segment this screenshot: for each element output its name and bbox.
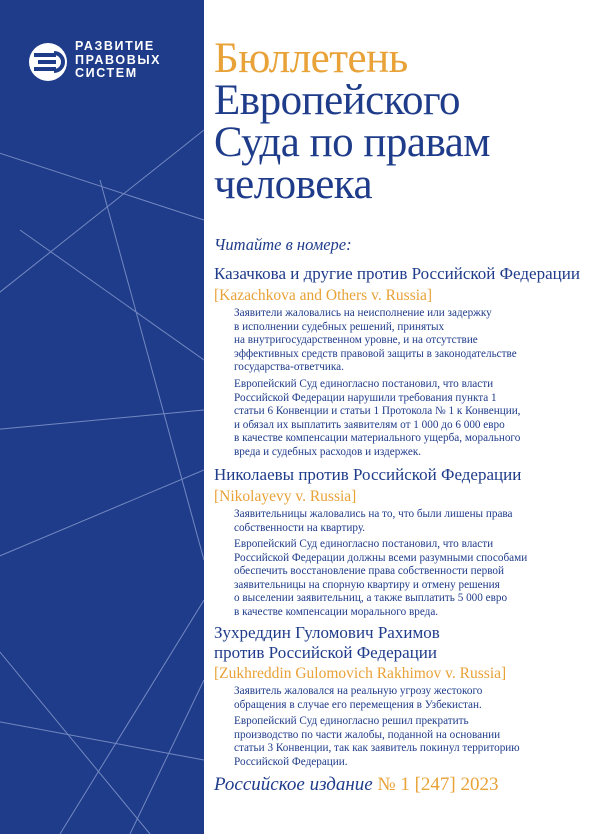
text-line: обеспечить восстановление права собственности первой xyxy=(234,565,504,578)
title-line-1: Бюллетень xyxy=(214,35,408,82)
case-3-english-title: [Zukhreddin Gulomovich Rakhimov v. Russia] xyxy=(214,665,507,682)
logo-wordmark xyxy=(75,40,161,81)
text-line: о выселении заявительниц, а также выплатить 5 000 евро xyxy=(234,592,508,605)
text-line: в качестве компенсации материального ущерба, морального xyxy=(234,432,521,445)
case-1-english-title: [Kazachkova and Others v. Russia] xyxy=(214,287,433,304)
case-2-paragraph-1 xyxy=(234,508,564,535)
case-2-english-title: [Nikolayevy v. Russia] xyxy=(214,488,357,505)
pravo-logo-icon xyxy=(28,42,68,82)
case-3-title-line-1: Зухреддин Гуломович Рахимов xyxy=(214,623,440,642)
text-line: производство по части жалобы, поданной на основании xyxy=(234,728,501,741)
text-line: обращения в случае его перемещения в Узбекистан. xyxy=(234,698,482,711)
title-line-3: Суда по правам xyxy=(214,119,491,166)
case-3-paragraph-1 xyxy=(234,685,564,712)
case-1-paragraph-2 xyxy=(234,378,564,460)
title-line-4: человека xyxy=(214,161,373,208)
text-line: собственности на квартиру. xyxy=(234,521,366,534)
logo-line-3: СИСТЕМ xyxy=(75,66,138,80)
case-2-title-line: Николаевы против Российской Федерации xyxy=(214,465,522,484)
text-line: статьи 6 Конвенции и статьи 1 Протокола № 1 к Конвенции, xyxy=(234,405,521,418)
case-3-paragraph-2 xyxy=(234,715,564,769)
text-line: Заявитель жаловался на реальную угрозу жестокого xyxy=(234,685,483,697)
logo-line-2: ПРАВОВЫХ xyxy=(75,52,162,67)
issue-number: № 1 [247] 2023 xyxy=(377,774,499,795)
read-in-issue-heading: Читайте в номере: xyxy=(214,235,352,254)
text-line: эффективных средств правовой защиты в законодательстве xyxy=(234,347,517,360)
text-line: Российской Федерации нарушили требования пункта 1 xyxy=(234,391,497,404)
case-1-paragraph-1 xyxy=(234,307,564,375)
case-3-title-line-2: против Российской Федерации xyxy=(214,643,437,662)
text-line: заявительницы на спорную квартиру и отмену решения xyxy=(234,578,500,591)
text-line: статьи 3 Конвенции, так как заявитель покинул территорию xyxy=(234,742,520,755)
text-line: Заявители жаловались на неисполнение или задержку xyxy=(234,307,492,319)
text-line: Европейский Суд единогласно постановил, что власти xyxy=(234,378,494,390)
text-line: Российской Федерации должны всеми разумными способами xyxy=(234,551,528,564)
text-line: вреда и судебных расходов и издержек. xyxy=(234,445,422,458)
text-line: Заявительницы жаловались на то, что были лишены права xyxy=(234,508,513,520)
case-2-paragraph-2 xyxy=(234,538,564,620)
publisher-logo xyxy=(28,40,198,84)
text-line: в качестве компенсации морального вреда. xyxy=(234,605,439,618)
text-line: Европейский Суд единогласно постановил, что власти xyxy=(234,538,494,550)
text-line: в исполнении судебных решений, принятых xyxy=(234,320,445,333)
logo-line-1: РАЗВИТИЕ xyxy=(75,39,155,53)
case-1-title-line: Казачкова и другие против Российской Федерации xyxy=(214,264,580,283)
bulletin-title xyxy=(214,35,491,208)
text-line: и обязал их выплатить заявителям от 1 000 до 6 000 евро xyxy=(234,418,505,431)
issue-footer xyxy=(214,774,499,796)
text-line: Российской Федерации. xyxy=(234,755,348,768)
decorative-lines xyxy=(0,0,204,834)
case-3-title xyxy=(214,623,440,663)
title-line-2: Европейского xyxy=(214,77,461,124)
case-1-title xyxy=(214,264,580,284)
blue-sidebar xyxy=(0,0,204,834)
edition-label: Российское издание xyxy=(214,774,373,795)
text-line: Европейский Суд единогласно решил прекратить xyxy=(234,715,469,727)
case-2-title xyxy=(214,465,521,485)
text-line: на внутригосударственном уровне, и на отсутствие xyxy=(234,334,478,347)
text-line: государства-ответчика. xyxy=(234,361,344,374)
